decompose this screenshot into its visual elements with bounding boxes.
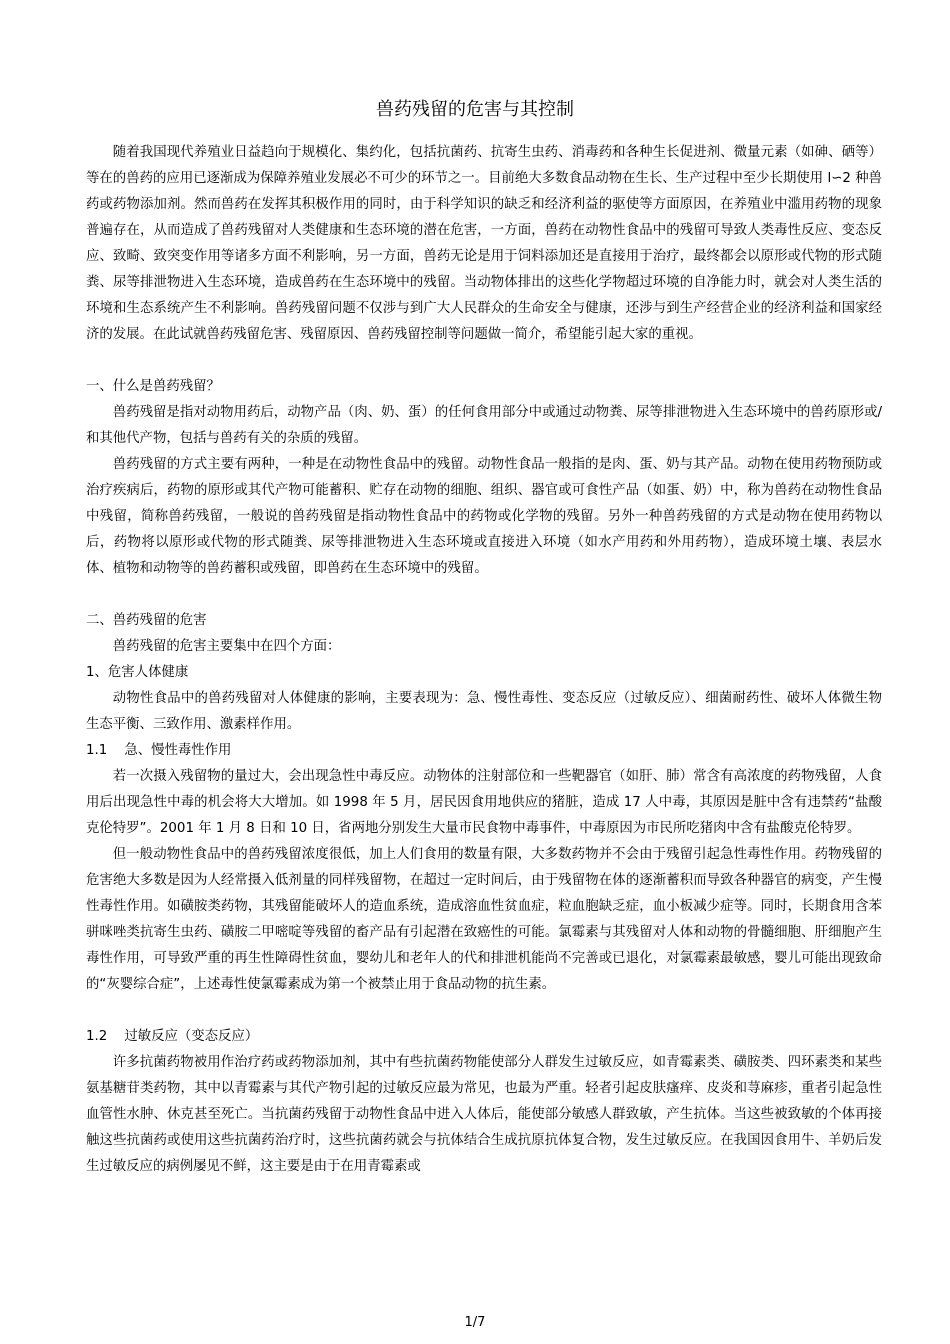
section-1-paragraph-1: 兽药残留是指对动物用药后，动物产品（肉、奶、蛋）的任何食用部分中或通过动物粪、尿等排泄物进入生态环境中的兽药原形或/和其他代产物，包括与兽药有关的杂质的残留。 — [86, 405, 882, 446]
section-2-heading: 二、兽药残留的危害 — [86, 613, 207, 628]
subsection-1-1-paragraph-2: 但一般动物性食品中的兽药残留浓度很低，加上人们食用的数量有限，大多数药物并不会由于残留引起急性毒性作用。药物残留的危害绝大多数是因为人经常摄入低剂量的同样残留物，在超过一定时间后，由于残留物在体的逐渐蓄积而导致各种器官的病变，产生慢性毒性作用。如磺胺类药物，其残留能破坏人的造血系统，造成溶血性贫血症，粒血胞缺乏症，血小板减少症等。同时，长期食用含苯骈咪唑类抗寄生虫药、磺胺二甲嘧啶等残留的畜产品有引起潜在致癌性的可能。氯霉素与其残留对人体和动物的骨髓细胞、肝细胞产生毒性作用，可导致严重的再生性障碍性贫血，婴幼儿和老年人的代和排泄机能尚不完善或已退化，对氯霉素最敏感，婴儿可能出现致命的“灰婴综合症”，上述毒性使氯霉素成为第一个被禁止用于食品动物的抗生素。 — [86, 847, 882, 992]
intro-paragraph: 随着我国现代养殖业日益趋向于规模化、集约化，包括抗菌药、抗寄生虫药、消毒药和各种生长促进剂、微量元素（如砷、硒等）等在的兽药的应用已逐渐成为保障养殖业发展必不可少的环节之一。目前绝大多数食品动物在生长、生产过程中至少长期使用 l∽2 种兽药或药物添加剂。然而兽药在发挥其积极作用的同时，由于科学知识的缺乏和经济利益的驱使等方面原因，在养殖业中滥用药物的现象普遍存在，从而造成了兽药残留对人类健康和生态环境的潜在危害，一方面，兽药在动物性食品中的残留可导致人类毒性反应、变态反应、致畸、致突变作用等诸多方面不利影响，另一方面，兽药无论是用于饲料添加还是直接用于治疗，最终都会以原形或代物的形式随粪、尿等排泄物进入生态环境，造成兽药在生态环境中的残留。当动物体排出的这些化学物超过环境的自净能力时，就会对人类生活的环境和生态系统产生不利影响。兽药残留问题不仅涉与到广大人民群众的生命安全与健康，还涉与到生产经营企业的经济利益和国家经济的发展。在此试就兽药残留危害、残留原因、兽药残留控制等问题做一简介，希望能引起大家的重视。 — [86, 145, 882, 342]
subsection-1-1-paragraph-1: 若一次摄入残留物的量过大，会出现急性中毒反应。动物体的注射部位和一些靶器官（如肝、肺）常含有高浓度的药物残留，人食用后出现急性中毒的机会将大大增加。如 1998 年 5 月，居民因食用地供应的猪脏，造成 17 人中毒，其原因是脏中含有违禁药“盐酸克伦特罗”。2001 年 1 月 8 日和 10 日，省两地分别发生大量市民食物中毒事件，中毒原因为市民所吃猪肉中含有盐酸克伦特罗。 — [86, 769, 882, 836]
subsection-1-heading: 1、危害人体健康 — [86, 665, 189, 680]
spacer — [86, 582, 882, 608]
section-1-heading: 一、什么是兽药残留？ — [86, 379, 220, 394]
spacer — [86, 348, 882, 374]
spacer — [86, 998, 882, 1024]
subsection-1-2-paragraph-1: 许多抗菌药物被用作治疗药或药物添加剂，其中有些抗菌药物能使部分人群发生过敏反应，如青霉素类、磺胺类、四环素类和某些氨基糖苷类药物，其中以青霉素与其代产物引起的过敏反应最为常见，也最为严重。轻者引起皮肤瘙痒、皮炎和荨麻疹，重者引起急性血管性水肿、休克甚至死亡。当抗菌药残留于动物性食品中进入人体后，能使部分敏感人群致敏，产生抗体。当这些被致敏的个体再接触这些抗菌药或使用这些抗菌药治疗时，这些抗菌药就会与抗体结合生成抗原抗体复合物，发生过敏反应。在我国因食用牛、羊奶后发生过敏反应的病例屡见不鲜，这主要是由于在用青霉素或 — [86, 1055, 882, 1174]
section-1-paragraph-2: 兽药残留的方式主要有两种，一种是在动物性食品中的残留。动物性食品一般指的是肉、蛋、奶与其产品。动物在使用药物预防或治疗疾病后，药物的原形或其代产物可能蓄积、贮存在动物的细胞、组织、器官或可食性产品（如蛋、奶）中，称为兽药在动物性食品中残留，简称兽药残留，一般说的兽药残留是指动物性食品中的药物或化学物的残留。另外一种兽药残留的方式是动物在使用药物以后，药物将以原形或代物的形式随粪、尿等排泄物进入生态环境或直接进入环境（如水产用药和外用药物），造成环境土壤、表层水体、植物和动物等的兽药蓄积或残留，即兽药在生态环境中的残留。 — [86, 457, 882, 576]
document-body — [86, 140, 882, 1180]
subsection-1-paragraph: 动物性食品中的兽药残留对人体健康的影响，主要表现为：急、慢性毒性、变态反应（过敏反应）、细菌耐药性、破坏人体微生物生态平衡、三致作用、激素样作用。 — [86, 691, 882, 732]
page-number: 1/7 — [464, 1315, 486, 1330]
subsection-1-2-heading: 1.2 过敏反应（变态反应） — [86, 1029, 259, 1044]
section-2-intro: 兽药残留的危害主要集中在四个方面： — [112, 639, 341, 654]
subsection-1-1-heading: 1.1 急、慢性毒性作用 — [86, 743, 232, 758]
document-title: 兽药残留的危害与其控制 — [376, 99, 574, 120]
